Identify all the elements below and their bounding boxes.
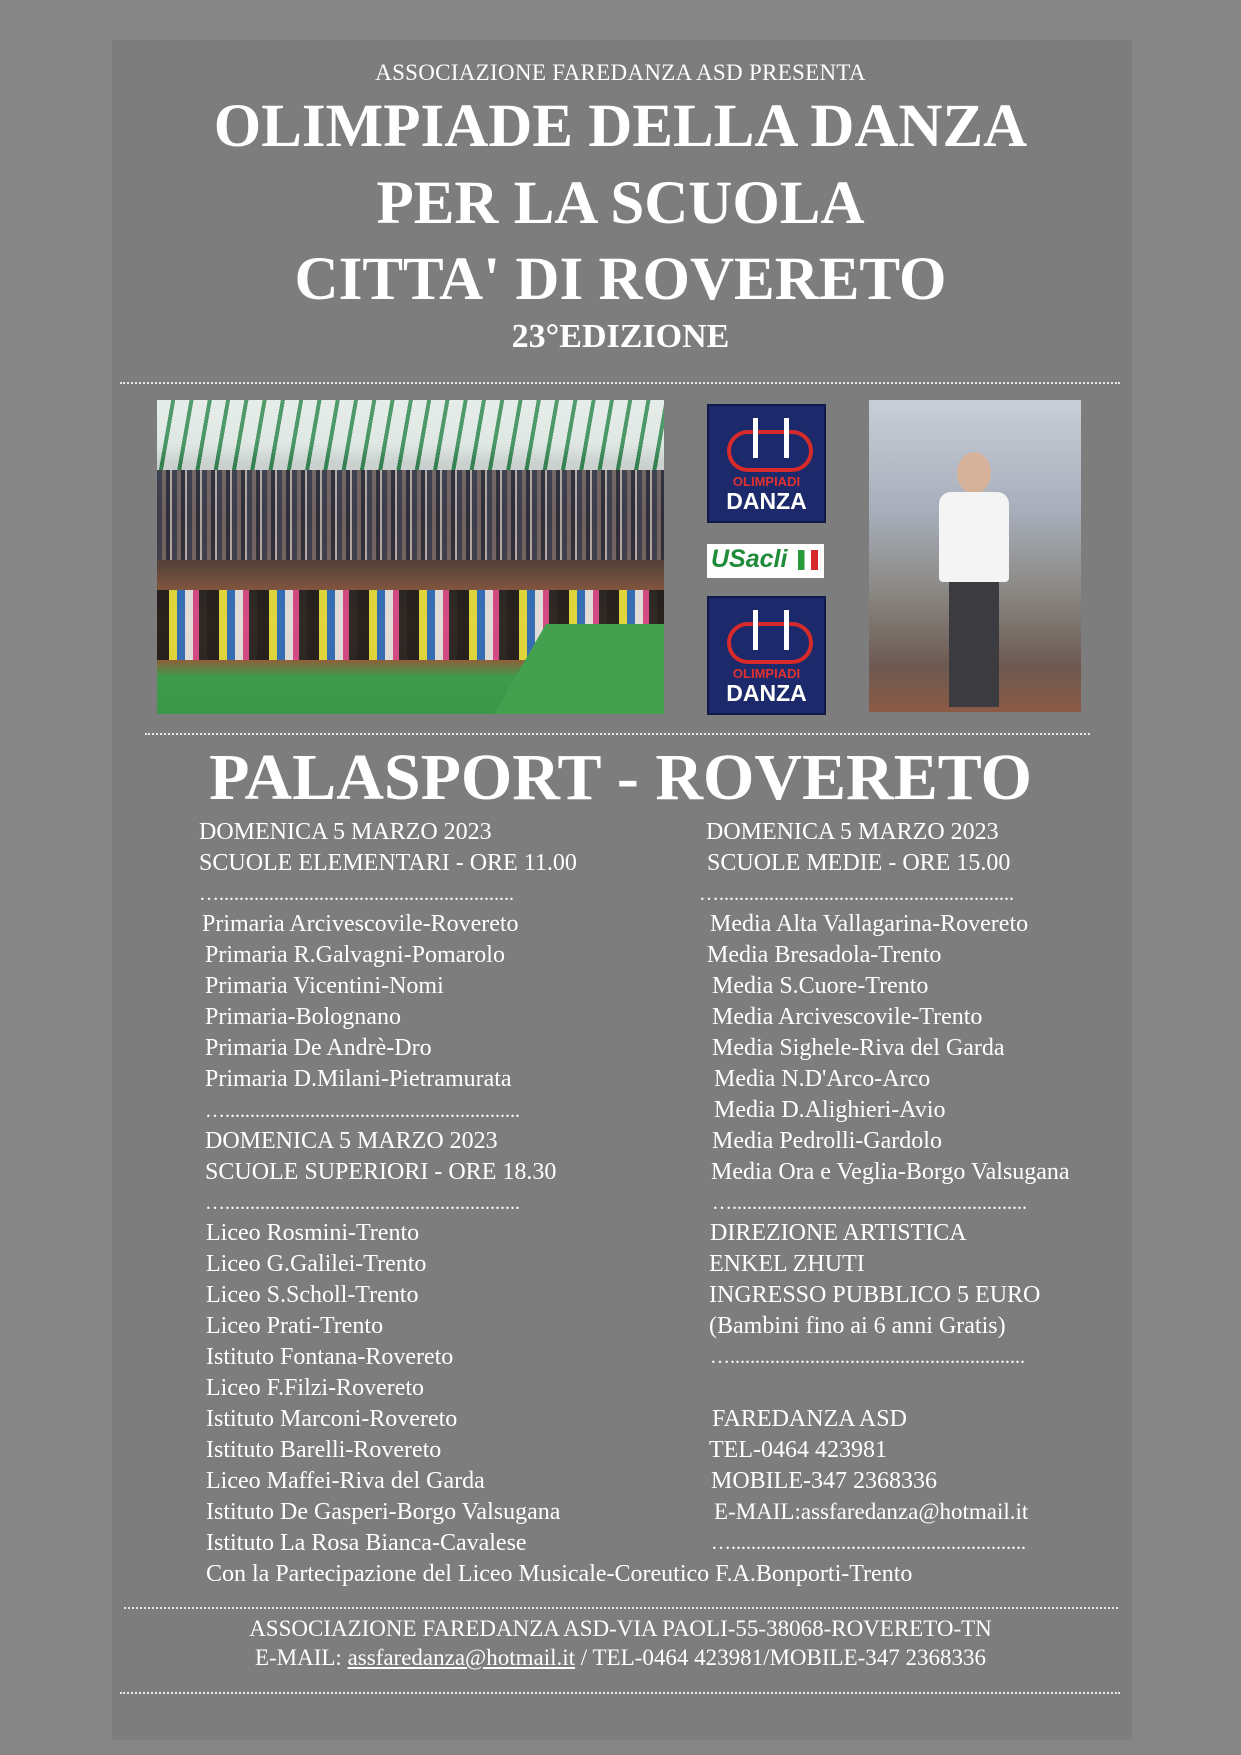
contact-org: FAREDANZA ASD (712, 1406, 907, 1432)
usacli-label: USacli (711, 545, 788, 573)
info-separator: …........................................................... (710, 1346, 1025, 1368)
medie-school-1: Media Alta Vallagarina-Rovereto (710, 911, 1029, 937)
superiori-heading: SCUOLE SUPERIORI - ORE 18.30 (205, 1159, 557, 1185)
elementari-school-5: Primaria De Andrè-Dro (205, 1035, 432, 1061)
medie-date: DOMENICA 5 MARZO 2023 (706, 819, 999, 845)
elementari-separator: …........................................................... (199, 883, 514, 905)
footer-phones: / TEL-0464 423981/MOBILE-347 2368336 (575, 1645, 987, 1670)
elementari-heading: SCUOLE ELEMENTARI - ORE 11.00 (199, 850, 577, 876)
medie-separator: …........................................................... (699, 883, 1014, 905)
title-line-3: CITTA' DI ROVERETO (294, 246, 947, 313)
contact-tel: TEL-0464 423981 (709, 1437, 887, 1463)
olimpiadi-danza-logo (707, 404, 826, 523)
contact-mobile: MOBILE-347 2368336 (711, 1468, 937, 1494)
footer-contacts (0, 1643, 1241, 1673)
divider-photos (145, 733, 1090, 735)
contact-separator: …........................................................... (711, 1532, 1026, 1554)
superiori-date: DOMENICA 5 MARZO 2023 (205, 1128, 498, 1154)
superiori-school-7: Istituto Marconi-Rovereto (206, 1406, 458, 1432)
director-name: ENKEL ZHUTI (709, 1251, 865, 1277)
gym-crowd-photo (157, 400, 664, 714)
elementari-school-3: Primaria Vicentini-Nomi (205, 973, 444, 999)
divider-bottom (120, 1692, 1120, 1694)
superiori-school-8: Istituto Barelli-Rovereto (206, 1437, 442, 1463)
elementari-end-separator: …........................................................... (205, 1100, 520, 1122)
medie-end-separator: …........................................................... (712, 1192, 1027, 1214)
italian-flag-icon (798, 550, 818, 570)
elementari-school-1: Primaria Arcivescovile-Rovereto (202, 911, 519, 937)
medie-school-6: Media N.D'Arco-Arco (714, 1066, 931, 1092)
medie-school-2: Media Bresadola-Trento (707, 942, 942, 968)
superiori-separator: …........................................................... (205, 1192, 520, 1214)
speaker-photo (869, 400, 1081, 712)
medie-school-4: Media Arcivescovile-Trento (712, 1004, 983, 1030)
medie-heading: SCUOLE MEDIE - ORE 15.00 (707, 850, 1011, 876)
presenter-line: ASSOCIAZIONE FAREDANZA ASD PRESENTA (375, 60, 866, 85)
superiori-school-9: Liceo Maffei-Riva del Garda (206, 1468, 485, 1494)
ticket-price: INGRESSO PUBBLICO 5 EURO (709, 1282, 1041, 1308)
superiori-school-5: Istituto Fontana-Rovereto (206, 1344, 454, 1370)
participation-note: Con la Partecipazione del Liceo Musicale-Coreutico F.A.Bonporti-Trento (206, 1561, 913, 1587)
elementari-school-6: Primaria D.Milani-Pietramurata (205, 1066, 512, 1092)
elementari-school-2: Primaria R.Galvagni-Pomarolo (205, 942, 505, 968)
elementari-school-4: Primaria-Bolognano (205, 1004, 401, 1030)
usacli-logo (707, 544, 824, 578)
logo-label-danza-2: DANZA (726, 680, 807, 706)
superiori-school-3: Liceo S.Scholl-Trento (206, 1282, 419, 1308)
superiori-school-10: Istituto De Gasperi-Borgo Valsugana (206, 1499, 561, 1525)
elementari-date: DOMENICA 5 MARZO 2023 (199, 819, 492, 845)
superiori-school-11: Istituto La Rosa Bianca-Cavalese (206, 1530, 527, 1556)
superiori-school-4: Liceo Prati-Trento (206, 1313, 384, 1339)
superiori-school-2: Liceo G.Galilei-Trento (206, 1251, 427, 1277)
superiori-school-1: Liceo Rosmini-Trento (206, 1220, 420, 1246)
olimpiadi-danza-logo-2 (707, 596, 826, 715)
medie-school-9: Media Ora e Veglia-Borgo Valsugana (711, 1159, 1070, 1185)
contact-email: E-MAIL:assfaredanza@hotmail.it (714, 1499, 1029, 1524)
logo-label-olimpiadi-2: OLIMPIADI (732, 666, 801, 681)
edition-label: 23°EDIZIONE (511, 318, 730, 355)
medie-school-3: Media S.Cuore-Trento (712, 973, 929, 999)
ticket-note: (Bambini fino ai 6 anni Gratis) (709, 1313, 1006, 1339)
footer-email-prefix: E-MAIL: (254, 1645, 348, 1670)
medie-school-8: Media Pedrolli-Gardolo (712, 1128, 942, 1154)
logo-label-olimpiadi: OLIMPIADI (732, 474, 801, 489)
title-line-1: OLIMPIADE DELLA DANZA (213, 93, 1028, 160)
logo-label-danza: DANZA (726, 488, 807, 514)
footer-address: ASSOCIAZIONE FAREDANZA ASD-VIA PAOLI-55-38068-ROVERETO-TN (249, 1616, 992, 1641)
superiori-school-6: Liceo F.Filzi-Rovereto (206, 1375, 425, 1401)
medie-school-5: Media Sighele-Riva del Garda (712, 1035, 1005, 1061)
direction-label: DIREZIONE ARTISTICA (710, 1220, 967, 1246)
medie-school-7: Media D.Alighieri-Avio (714, 1097, 946, 1123)
footer-email-link[interactable]: assfaredanza@hotmail.it (347, 1645, 576, 1670)
divider-top (120, 382, 1120, 384)
venue-title: PALASPORT - ROVERETO (209, 741, 1032, 814)
title-line-2: PER LA SCUOLA (376, 170, 865, 237)
divider-footer (124, 1607, 1118, 1609)
